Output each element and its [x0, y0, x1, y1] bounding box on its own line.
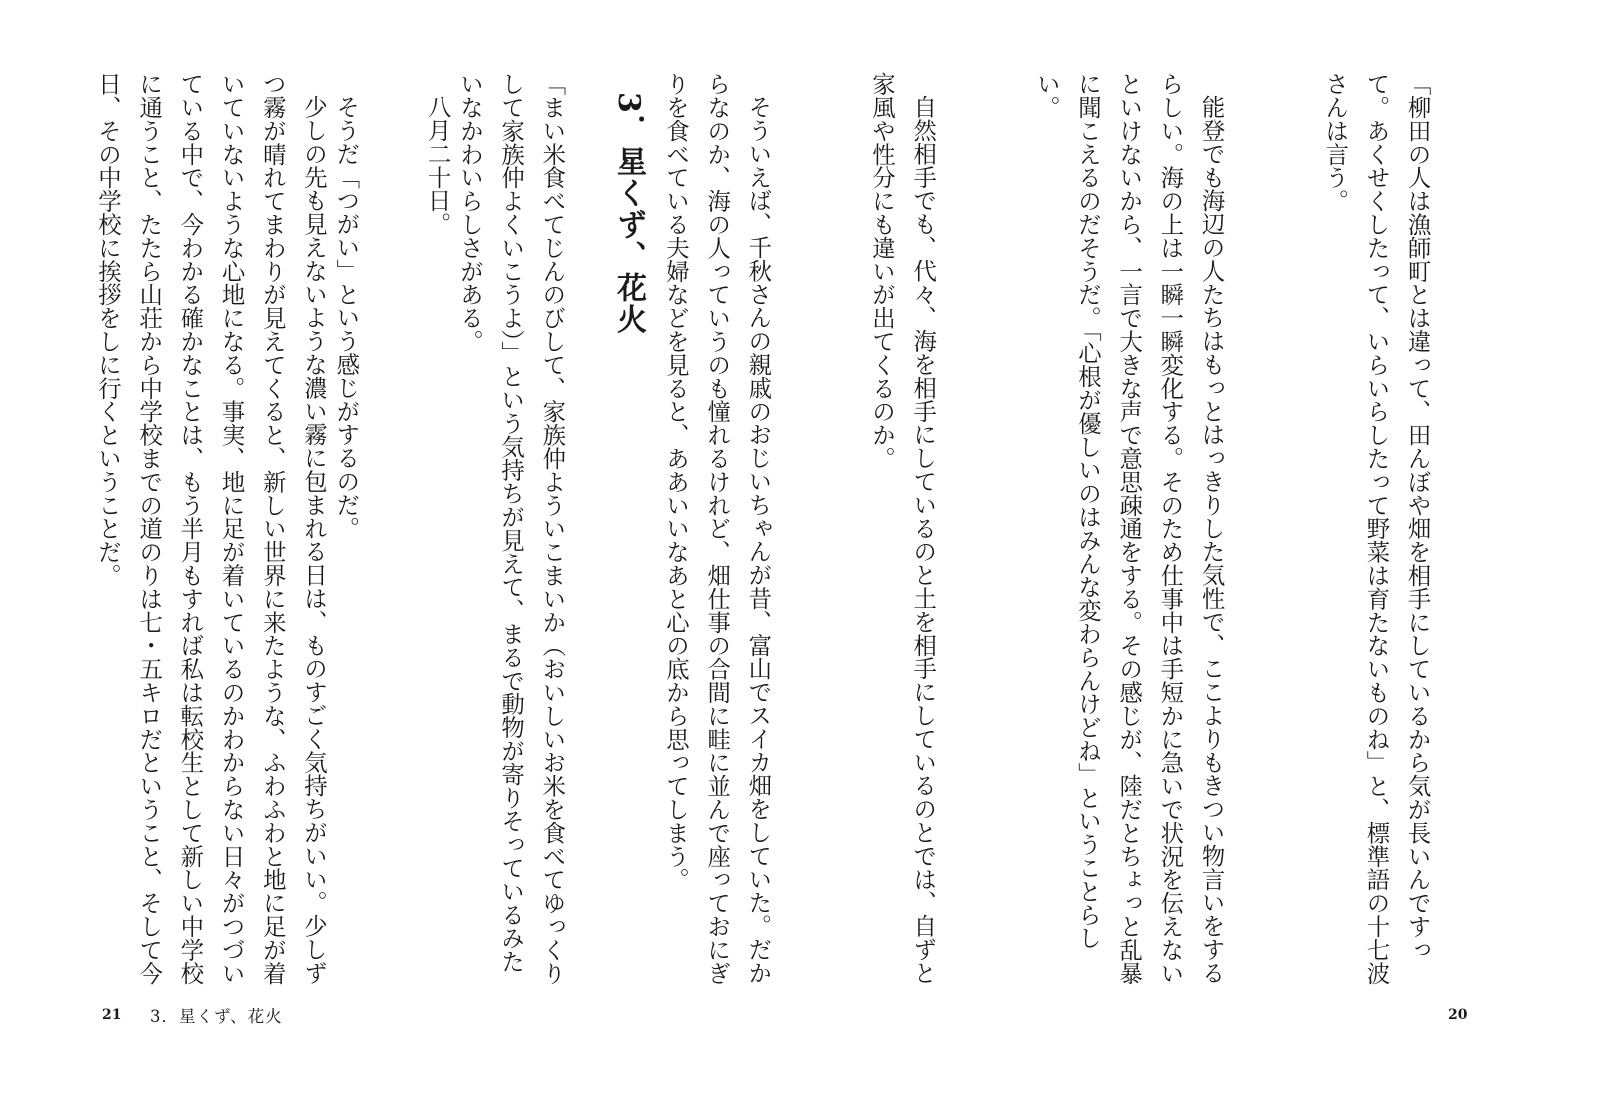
paragraph: 「柳田の人は漁師町とは違って、田んぼや畑を相手にしているから気が長いんですって。あくせくしたって、いらいらしたって野菜は育たないものね」と、標準語の十七波さんは言う。 — [1321, 72, 1432, 985]
page-number-left: 21 — [102, 1007, 122, 1023]
page-number-right: 20 — [1448, 1007, 1468, 1023]
paragraph: 「まい米食べてじんのびして、家族仲よういこまいか（おいしいお米を食べてゆっくりして家族仲よくいこうよ）」という気持ちが見えて、まるで動物が寄りそっているみたいなかわいらしさがある。 — [455, 72, 567, 985]
paragraph: 少しの先も見えないような濃い霧に包まれる日は、ものすごく気持ちがいい。少しずつ霧が晴れてまわりが見えてくると、新しい世界に来たような、ふわふわと地に足が着いていないような心地になる。事実、地に足が着いているのかわからない日々がつづいている中で、今わかる確かなことは、もう半月もすれば私は転校生として新しい中学校に通うこと、たたら山荘から中学校までの道のりは七・五キロだということ、そして今日、その中学校に挨拶をしに行くということだ。 — [93, 72, 328, 985]
paragraph: そういえば、千秋さんの親戚のおじいちゃんが昔、富山でスイカ畑をしていた。だからなのか、海の人っていうのも憧れるけれど、畑仕事の合間に畦に並んで座っておにぎりを食べている夫婦などを見ると、ああいいなあと心の底から思ってしまう。 — [661, 72, 773, 985]
paragraph: 自然相手でも、代々、海を相手にしているのと土を相手にしているのとでは、自ずと家風や性分にも違いが出てくるのか。 — [867, 72, 938, 985]
paragraph: 能登でも海辺の人たちはもっとはっきりした気性で、ここよりもきつい物言いをするらしい。海の上は一瞬一瞬変化する。そのため仕事中は手短かに急いで状況を伝えないといけないから、一言で大きな声で意思疎通をする。その感じが、陸だとちょっと乱暴に聞こえるのだそうだ。「心根が優しいのはみんな変わらんけどね」ということらしい。 — [1032, 72, 1226, 985]
paragraph: 八月二十日。 — [423, 95, 452, 236]
paragraph — [0, 72, 4, 987]
paragraph: そうだ「つがい」という感じがするのだ。 — [332, 95, 361, 540]
running-head: 3．星くず、花火 — [150, 1007, 283, 1026]
left-page-body — [70, 72, 540, 987]
chapter-heading: 3．星くず、花火 — [611, 92, 646, 335]
